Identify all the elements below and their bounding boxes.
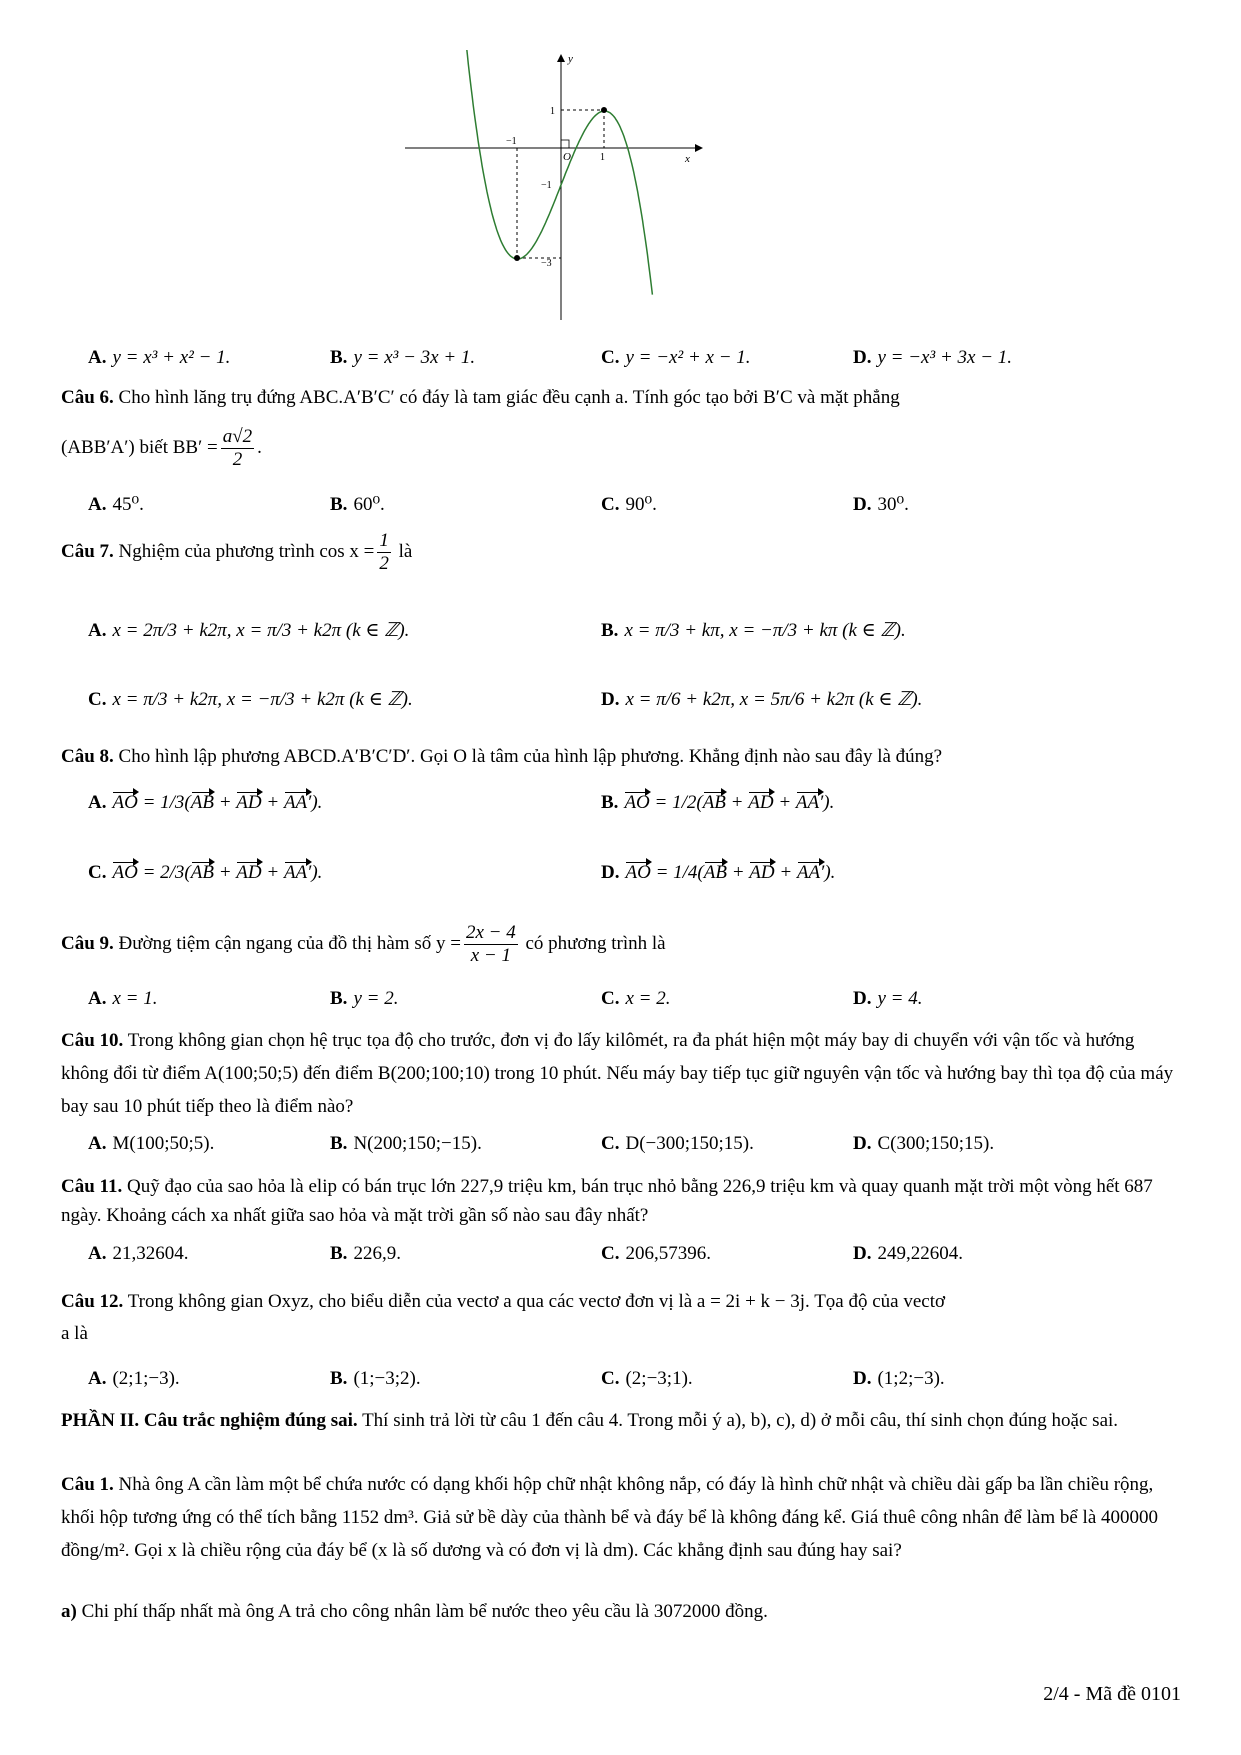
q9-option-a: A. x = 1. [88, 988, 158, 1009]
q12-option-d: D. (1;2;−3). [853, 1368, 945, 1389]
tick-1-x: 1 [600, 152, 605, 163]
q8-option-a: A. AO = 1/3(AB + AD + AA′). [88, 792, 323, 813]
q9-option-d: D. y = 4. [853, 988, 923, 1009]
question-8: Câu 8. Cho hình lập phương ABCD.A′B′C′D′. Gọi O là tâm của hình lập phương. Khẳng định nào sau đây là đúng? [61, 746, 943, 767]
q5-option-b: B. y = x³ − 3x + 1. [330, 347, 476, 368]
q6-option-a: A. 45⁰. [88, 494, 144, 515]
q5-option-a: A. y = x³ + x² − 1. [88, 347, 231, 368]
part2-question-1-item-a: a) Chi phí thấp nhất mà ông A trả cho công nhân làm bể nước theo yêu cầu là 3072000 đồng. [61, 1601, 768, 1622]
y-axis-label: y [568, 53, 573, 65]
question-10: Câu 10. Trong không gian chọn hệ trục tọa độ cho trước, đơn vị đo lấy kilômét, ra đa phát hiện một máy bay di chuyển với vận tốc và hướng không đổi từ điểm A(100;50;5) đến điểm B(200;100;10) trong 10 phút. Nếu máy bay tiếp tục giữ nguyên vận tốc và hướng bay thì tọa độ của máy bay sau 10 phút tiếp theo là điểm nào? [61, 1030, 1174, 1117]
q8-option-d: D. AO = 1/4(AB + AD + AA′). [601, 862, 836, 883]
q5-option-c: C. y = −x² + x − 1. [601, 347, 751, 368]
q11-option-c: C. 206,57396. [601, 1243, 711, 1264]
q12-option-b: B. (1;−3;2). [330, 1368, 421, 1389]
q7-option-a: A. x = 2π/3 + k2π, x = π/3 + k2π (k ∈ ℤ). [88, 620, 410, 641]
question-12: Câu 12. Trong không gian Oxyz, cho biểu diễn của vectơ a qua các vectơ đơn vị là a = 2i + k − 3j. Tọa độ của vectơ [61, 1291, 946, 1312]
tick-neg1-y: −1 [541, 180, 552, 191]
question-11: Câu 11. Quỹ đạo của sao hỏa là elip có bán trục lớn 227,9 triệu km, bán trục nhỏ bằng 226,9 triệu km và quay quanh mặt trời một vòng hết 687 ngày. Khoảng cách xa nhất giữa sao hỏa và mặt trời gần số nào sau đây nhất? [61, 1176, 1153, 1226]
q11-option-b: B. 226,9. [330, 1243, 401, 1264]
origin-label: O [563, 151, 571, 163]
q7-option-d: D. x = π/6 + k2π, x = 5π/6 + k2π (k ∈ ℤ). [601, 689, 923, 710]
q6-option-b: B. 60⁰. [330, 494, 385, 515]
q10-option-a: A. M(100;50;5). [88, 1133, 215, 1154]
question-12-line2: a là [61, 1323, 88, 1344]
q6-option-d: D. 30⁰. [853, 494, 909, 515]
cubic-graph [400, 50, 710, 330]
question-6: Câu 6. Cho hình lăng trụ đứng ABC.A′B′C′ có đáy là tam giác đều cạnh a. Tính góc tạo bởi B′C và mặt phẳng [61, 387, 900, 408]
q8-option-b: B. AO = 1/2(AB + AD + AA′). [601, 792, 835, 813]
q8-option-c: C. AO = 2/3(AB + AD + AA′). [88, 862, 323, 883]
x-axis-label: x [685, 153, 690, 165]
tick-neg3-y: −3 [541, 258, 552, 269]
q12-option-a: A. (2;1;−3). [88, 1368, 180, 1389]
q7-option-c: C. x = π/3 + k2π, x = −π/3 + k2π (k ∈ ℤ). [88, 689, 413, 710]
question-7: Câu 7. Nghiệm của phương trình cos x = $\frac{1}{2}$ là [61, 530, 413, 574]
q10-option-d: D. C(300;150;15). [853, 1133, 995, 1154]
page-footer: 2/4 - Mã đề 0101 [1043, 1683, 1181, 1705]
q11-option-d: D. 249,22604. [853, 1243, 963, 1264]
q7-option-b: B. x = π/3 + kπ, x = −π/3 + kπ (k ∈ ℤ). [601, 620, 906, 641]
q5-option-d: D. y = −x³ + 3x − 1. [853, 347, 1013, 368]
q12-option-c: C. (2;−3;1). [601, 1368, 693, 1389]
q10-option-c: C. D(−300;150;15). [601, 1133, 754, 1154]
part2-question-1: Câu 1. Nhà ông A cần làm một bể chứa nước có dạng khối hộp chữ nhật không nắp, có đáy là hình chữ nhật và chiều dài gấp ba lần chiều rộng, khối hộp tương ứng có thể tích bằng 1152 dm³. Giả sử bề dày của thành bể và đáy bể là không đáng kể. Giá thuê công nhân để làm bể là 400000 đồng/m². Gọi x là chiều rộng của đáy bể (x là số dương và có đơn vị là dm). Các khẳng định sau đúng hay sai? [61, 1474, 1158, 1561]
q9-option-c: C. x = 2. [601, 988, 671, 1009]
part-2-heading: PHẦN II. Câu trắc nghiệm đúng sai. Thí sinh trả lời từ câu 1 đến câu 4. Trong mỗi ý a), b), c), d) ở mỗi câu, thí sinh chọn đúng hoặc sai. [61, 1410, 1119, 1431]
q10-option-b: B. N(200;150;−15). [330, 1133, 482, 1154]
q9-option-b: B. y = 2. [330, 988, 399, 1009]
question-9: Câu 9. Đường tiệm cận ngang của đồ thị hàm số y = $\frac{2x - 4}{x - 1}$ có phương trình là [61, 922, 666, 966]
question-6-line2: (ABB′A′) biết BB′ = $\frac{a√2}{2}$ . [61, 426, 262, 470]
q6-option-c: C. 90⁰. [601, 494, 657, 515]
tick-neg1-x: −1 [506, 136, 517, 147]
tick-1-y: 1 [550, 106, 555, 117]
q11-option-a: A. 21,32604. [88, 1243, 189, 1264]
